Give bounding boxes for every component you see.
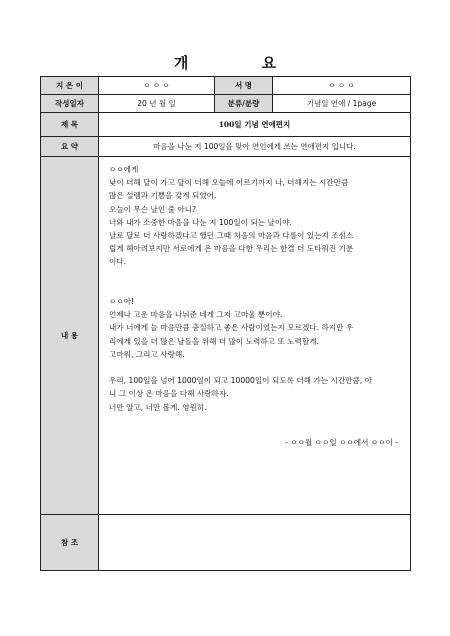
letter-line: 리에게 있을 더 많은 날들을 위해 더 많이 노력하고 또 노력할게.: [109, 336, 319, 346]
letter-line: 이다.: [109, 257, 127, 267]
letter-content[interactable]: [99, 157, 411, 515]
letter-line: 날로 달로 더 사랑하겠다고 했던 그때 처음의 마음과 다름이 있는지 조심스: [109, 231, 354, 241]
letter-line: 니 그 이상 온 마음을 다해 사랑하자.: [109, 389, 229, 399]
letter-line: 언제나 고운 마음을 나눠준 네게 그저 고마울 뿐이야.: [109, 310, 283, 320]
document-title: 개 요: [173, 54, 311, 72]
letter-line: ㅇㅇ에게: [109, 165, 139, 174]
letter-line: [109, 282, 400, 295]
letter-line: 고마워, 그리고 사랑해.: [109, 349, 185, 359]
letter-line: 오늘이 무슨 날인 줄 아니?: [109, 204, 197, 214]
letter-signature: - ㅇㅇ월 ㅇㅇ일 ㅇㅇ에서 ㅇㅇ이 -: [285, 437, 398, 447]
letter-line: 낮이 더해 달이 가고 달이 더해 오늘에 이르기까지 나, 더해지는 시간만큼: [109, 178, 349, 188]
subject-value[interactable]: 100일 기념 연애편지: [99, 113, 411, 137]
author-label: 지 은 이: [41, 77, 99, 95]
signature-label: 서 명: [215, 77, 273, 95]
letter-line: 럽게 헤아려보지만 서로에게 온 마음을 다한 우리는 한결 더 도타워진 기분: [109, 244, 354, 254]
signature-value[interactable]: ㅇ ㅇ ㅇ: [273, 77, 411, 95]
letter-line: [109, 361, 400, 374]
category-label: 분류/분량: [215, 95, 273, 113]
reference-label: 참 조: [41, 515, 99, 571]
category-value[interactable]: 기념일 연애 / 1page: [273, 95, 411, 113]
letter-line: 우리, 100일을 넘어 1000일이 되고 10000일이 되도록 더해 가는 시간만큼, 아: [109, 376, 372, 386]
author-value[interactable]: ㅇ ㅇ ㅇ: [99, 77, 215, 95]
date-label: 작성일자: [41, 95, 99, 113]
content-label: 내 용: [41, 157, 99, 515]
subject-label: 제 목: [41, 113, 99, 137]
letter-line: 너만 알고, 너만 볼게. 영원히.: [109, 402, 207, 412]
summary-label: 요 약: [41, 137, 99, 157]
letter-line: [109, 269, 400, 282]
reference-value[interactable]: [99, 515, 411, 571]
letter-line: 내가 너에게 늘 마음만큼 충실하고 좋은 사람이었는지 모르겠다. 하지만 우: [109, 323, 354, 333]
letter-line: ㅇㅇ아!: [109, 297, 135, 306]
date-value[interactable]: 20 년 월 일: [99, 95, 215, 113]
letter-body: [109, 163, 400, 414]
letter-line: 많은 설렘과 기쁨을 갖게 되었어.: [109, 191, 217, 201]
overview-form-table: [40, 76, 411, 571]
summary-value[interactable]: 마음을 나눈 지 100일을 맞아 연인에게 쓰는 연애편지 입니다.: [99, 137, 411, 157]
letter-line: 너와 내가 소중한 마음을 나눈 지 100일이 되는 날이야.: [109, 217, 292, 227]
